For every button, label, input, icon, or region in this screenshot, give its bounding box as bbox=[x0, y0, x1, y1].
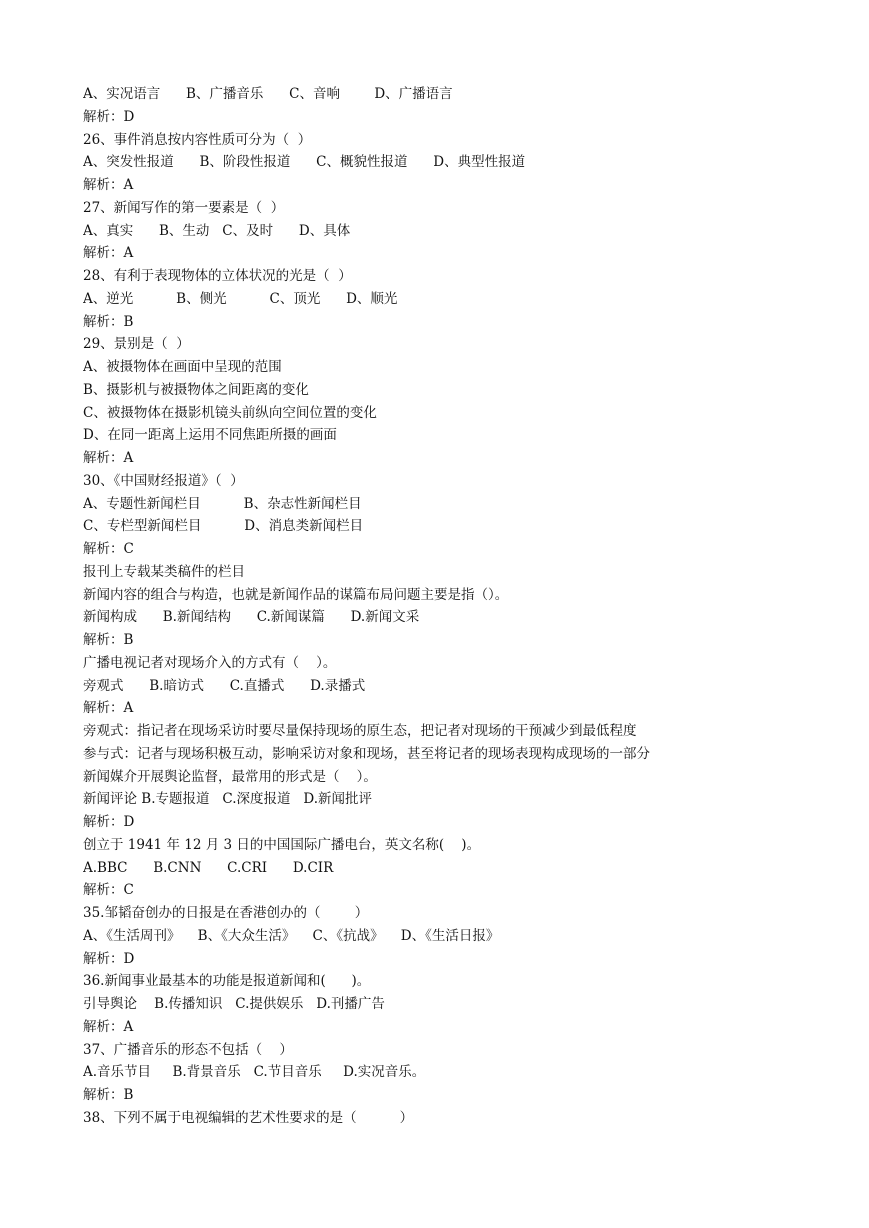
text-line: 广播电视记者对现场介入的方式有（ ）。 bbox=[83, 654, 337, 671]
text-line: 解析：A bbox=[83, 700, 134, 717]
text-line: A、专题性新闻栏目 B、杂志性新闻栏目 bbox=[83, 495, 362, 512]
text-line: 参与式：记者与现场积极互动，影响采访对象和现场，甚至将记者的现场表现构成现场的一部分 bbox=[83, 745, 650, 762]
text-line: A、实况语言 B、广播音乐 C、音响 D、广播语言 bbox=[83, 86, 453, 102]
text-line: 解析：C bbox=[83, 882, 134, 899]
text-line: D、在同一距离上运用不同焦距所摄的画面 bbox=[83, 427, 337, 444]
text-line: 新闻构成 B.新闻结构 C.新闻谋篇 D.新闻文采 bbox=[83, 609, 420, 626]
text-line: A、逆光 B、侧光 C、顶光 D、顺光 bbox=[83, 290, 398, 307]
text-line: 解析：B bbox=[83, 1087, 134, 1103]
text-line: 新闻评论 B.专题报道 C.深度报道 D.新闻批评 bbox=[83, 791, 373, 808]
text-line: 解析：A bbox=[83, 245, 134, 262]
text-line: A、被摄物体在画面中呈现的范围 bbox=[83, 359, 282, 375]
text-line: B、摄影机与被摄物体之间距离的变化 bbox=[83, 381, 309, 398]
text-line: 新闻媒介开展舆论监督，最常用的形式是（ ）。 bbox=[83, 768, 377, 785]
text-line: 解析：D bbox=[83, 814, 135, 830]
text-line: C、被摄物体在摄影机镜头前纵向空间位置的变化 bbox=[83, 404, 377, 421]
text-line: 30、《中国财经报道》（ ） bbox=[83, 472, 244, 489]
text-line: 解析：A bbox=[83, 1018, 134, 1035]
text-line: A、突发性报道 B、阶段性报道 C、概貌性报道 D、典型性报道 bbox=[83, 154, 526, 171]
text-line: A、真实 B、生动 C、及时 D、具体 bbox=[83, 222, 351, 239]
text-line: C、专栏型新闻栏目 D、消息类新闻栏目 bbox=[83, 518, 364, 535]
text-line: 引导舆论 B.传播知识 C.提供娱乐 D.刊播广告 bbox=[83, 996, 385, 1012]
text-line: A、《生活周刊》 B、《大众生活》 C、《抗战》 D、《生活日报》 bbox=[83, 927, 500, 944]
text-line: 38、下列不属于电视编辑的艺术性要求的是（ ） bbox=[83, 1109, 414, 1126]
text-line: 29、景别是（ ） bbox=[83, 336, 190, 353]
text-line: 旁观式：指记者在现场采访时要尽量保持现场的原生态，把记者对现场的干预减少到最低程度 bbox=[83, 723, 637, 739]
text-line: A.BBC B.CNN C.CRI D.CIR bbox=[83, 859, 334, 876]
text-line: 26、事件消息按内容性质可分为（ ） bbox=[83, 131, 312, 148]
text-line: 28、有利于表现物体的立体状况的光是（ ） bbox=[83, 268, 352, 284]
text-line: 解析：A bbox=[83, 177, 134, 193]
text-line: 36.新闻事业最基本的功能是报道新闻和( )。 bbox=[83, 973, 371, 990]
document-page bbox=[83, 83, 843, 1130]
text-line: 解析：A bbox=[83, 450, 134, 466]
text-line: 解析：B bbox=[83, 313, 134, 330]
text-line: A.音乐节目 B.背景音乐 C.节目音乐 D.实况音乐。 bbox=[83, 1064, 426, 1081]
text-line: 37、广播音乐的形态不包括（ ） bbox=[83, 1041, 293, 1058]
text-line: 创立于 1941 年 12 月 3 日的中国国际广播电台，英文名称( )。 bbox=[83, 836, 481, 853]
text-line: 解析：D bbox=[83, 108, 135, 125]
text-line: 27、新闻写作的第一要素是（ ） bbox=[83, 199, 285, 216]
text-line: 解析：B bbox=[83, 632, 134, 648]
text-line: 报刊上专载某类稿件的栏目 bbox=[83, 563, 245, 580]
text-line: 旁观式 B.暗访式 C.直播式 D.录播式 bbox=[83, 677, 366, 694]
text-line: 解析：C bbox=[83, 541, 134, 557]
text-line: 新闻内容的组合与构造，也就是新闻作品的谋篇布局问题主要是指（）。 bbox=[83, 586, 509, 603]
text-line: 35.邹韬奋创办的日报是在香港创办的（ ） bbox=[83, 905, 369, 921]
text-line: 解析：D bbox=[83, 950, 135, 967]
